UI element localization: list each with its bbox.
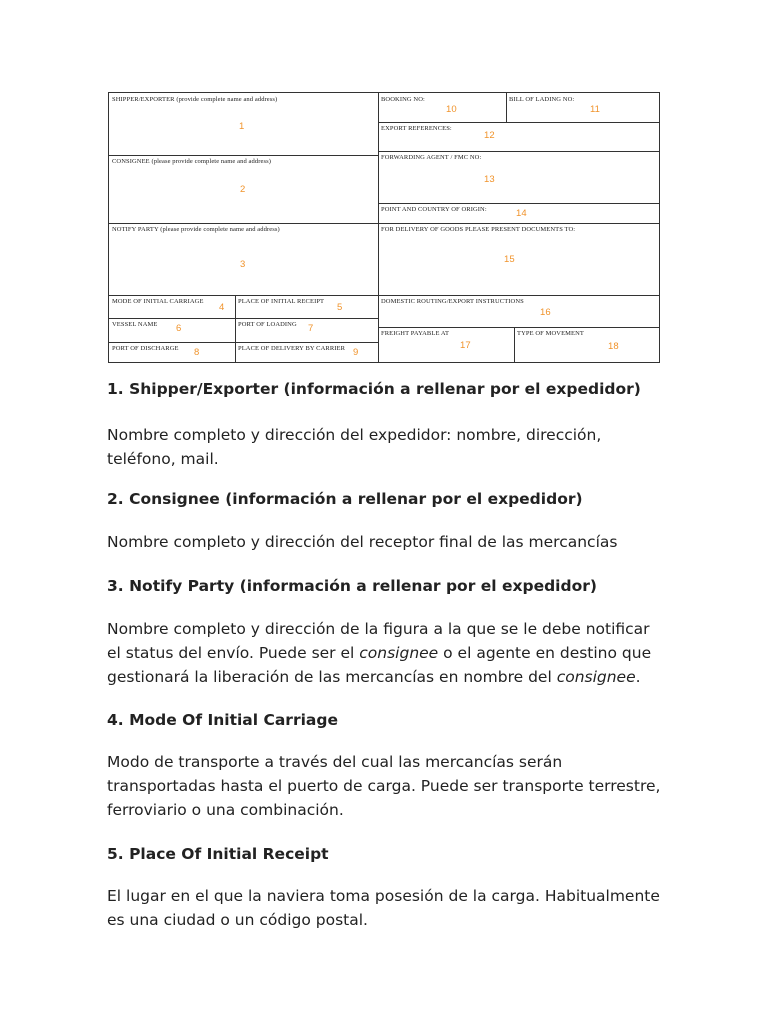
field-number: 1 <box>239 121 245 132</box>
bill-of-lading-form <box>108 92 660 363</box>
field-label: PLACE OF INITIAL RECEIPT <box>238 298 325 305</box>
field-number: 13 <box>484 174 495 185</box>
field-label: TYPE OF MOVEMENT <box>517 330 584 337</box>
field-label: NOTIFY PARTY (please provide complete name and address) <box>112 226 280 233</box>
field-number: 5 <box>337 302 343 313</box>
cell-freight-payable-at <box>378 327 514 363</box>
field-label: PORT OF DISCHARGE <box>112 345 179 352</box>
cell-place-of-delivery-by-carrier <box>235 342 378 363</box>
cell-point-and-country-of-origin <box>378 203 660 223</box>
section-heading: 4. Mode Of Initial Carriage <box>107 711 338 729</box>
section-heading: 3. Notify Party (información a rellenar por el expedidor) <box>107 577 597 595</box>
field-number: 7 <box>308 323 314 334</box>
field-number: 4 <box>219 302 225 313</box>
field-label: POINT AND COUNTRY OF ORIGIN: <box>381 206 487 213</box>
field-label: VESSEL NAME <box>112 321 158 328</box>
section-body: Nombre completo y dirección de la figura a la que se le debe notificar el status del envío. Puede ser el consignee o el agente en destino que gestionará la liberación de las mercancías en nombre del consignee. <box>107 620 652 686</box>
field-number: 17 <box>460 340 471 351</box>
field-label: FORWARDING AGENT / FMC NO: <box>381 154 482 161</box>
cell-vessel-name <box>109 318 235 342</box>
field-label: BILL OF LADING NO: <box>509 96 575 103</box>
field-number: 14 <box>516 208 527 219</box>
cell-place-of-initial-receipt <box>235 295 378 318</box>
cell-export-references <box>378 122 660 151</box>
field-number: 9 <box>353 347 359 358</box>
field-label: MODE OF INITIAL CARRIAGE <box>112 298 204 305</box>
cell-booking-no <box>378 93 506 122</box>
field-number: 12 <box>484 130 495 141</box>
cell-port-of-loading <box>235 318 378 342</box>
field-label: CONSIGNEE (please provide complete name and address) <box>112 158 271 165</box>
section-body: Modo de transporte a través del cual las mercancías serán transportadas hasta el puerto de carga. Puede ser transporte terrestre, ferroviario o una combinación. <box>107 753 661 819</box>
cell-domestic-routing <box>378 295 660 327</box>
section-heading: 2. Consignee (información a rellenar por el expedidor) <box>107 490 583 508</box>
section-heading: 1. Shipper/Exporter (información a rellenar por el expedidor) <box>107 380 641 398</box>
field-number: 2 <box>240 184 246 195</box>
section-body: El lugar en el que la naviera toma posesión de la carga. Habitualmente es una ciudad o un código postal. <box>107 887 660 929</box>
field-number: 15 <box>504 254 515 265</box>
cell-notify-party <box>109 223 378 295</box>
field-label: FREIGHT PAYABLE AT <box>381 330 450 337</box>
field-number: 16 <box>540 307 551 318</box>
cell-type-of-movement <box>514 327 660 363</box>
field-label: SHIPPER/EXPORTER (provide complete name and address) <box>112 96 278 103</box>
field-label: FOR DELIVERY OF GOODS PLEASE PRESENT DOCUMENTS TO: <box>381 226 576 233</box>
field-label: PORT OF LOADING <box>238 321 297 328</box>
field-number: 6 <box>176 323 182 334</box>
cell-mode-of-initial-carriage <box>109 295 235 318</box>
cell-delivery-documents <box>378 223 660 295</box>
cell-forwarding-agent <box>378 151 660 203</box>
field-label: BOOKING NO: <box>381 96 425 103</box>
field-number: 18 <box>608 341 619 352</box>
section-body: Nombre completo y dirección del receptor final de las mercancías <box>107 533 618 551</box>
cell-shipper-exporter <box>109 93 378 155</box>
cell-consignee <box>109 155 378 223</box>
section-heading: 5. Place Of Initial Receipt <box>107 845 329 863</box>
field-label: PLACE OF DELIVERY BY CARRIER <box>238 345 346 352</box>
cell-bill-of-lading-no <box>506 93 660 122</box>
field-label: EXPORT REFERENCES: <box>381 125 452 132</box>
cell-port-of-discharge <box>109 342 235 363</box>
field-number: 11 <box>590 104 601 115</box>
field-number: 8 <box>194 347 200 358</box>
section-body: Nombre completo y dirección del expedidor: nombre, dirección, teléfono, mail. <box>107 426 602 468</box>
field-label: DOMESTIC ROUTING/EXPORT INSTRUCTIONS <box>381 298 524 305</box>
field-number: 10 <box>446 104 457 115</box>
field-number: 3 <box>240 259 246 270</box>
